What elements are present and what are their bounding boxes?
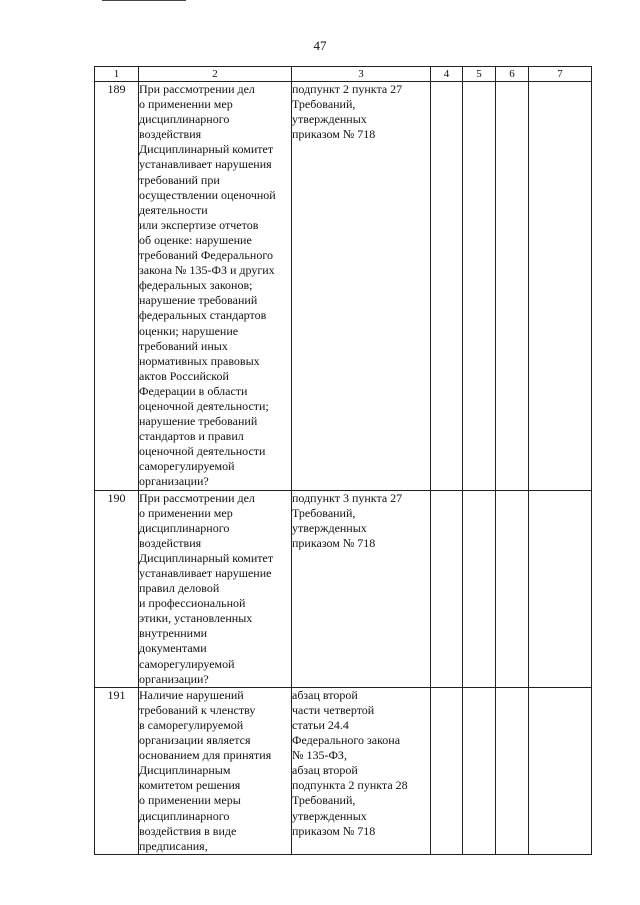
note-cell-7 — [529, 82, 592, 491]
answer-cell-4 — [431, 82, 463, 491]
page-number: 47 — [313, 38, 327, 53]
table-row — [95, 490, 592, 687]
requirement-question: Наличие нарушений требований к членству в саморегулируемой организации является основанием для принятия Дисциплинарным комитетом решения о применении меры дисциплинарного воздействия в виде предписания, — [139, 687, 292, 854]
legal-reference: подпункт 3 пункта 27 Требований, утвержденных приказом № 718 — [292, 490, 431, 687]
column-header: 2 — [139, 67, 292, 82]
table-row — [95, 82, 592, 491]
requirement-question: При рассмотрении дел о применении мер дисциплинарного воздействия Дисциплинарный комитет устанавливает нарушения требований при осуществлении оценочной деятельности или экспертизе отчетов об оценке: нарушение требований Федерального закона № 135-ФЗ и других федеральных законов; нарушение требований федеральных стандартов оценки; нарушение требований иных нормативных правовых актов Российской Федерации в области оценочной деятельности; нарушение требований стандартов и правил оценочной деятельности саморегулируемой организации? — [139, 82, 292, 491]
column-header: 4 — [431, 67, 463, 82]
note-cell-7 — [529, 687, 592, 854]
column-header: 7 — [529, 67, 592, 82]
answer-cell-5 — [463, 82, 496, 491]
note-cell-7 — [529, 490, 592, 687]
column-header: 6 — [496, 67, 529, 82]
column-header: 1 — [95, 67, 139, 82]
answer-cell-6 — [496, 687, 529, 854]
row-number: 189 — [95, 82, 139, 491]
row-number: 191 — [95, 687, 139, 854]
answer-cell-4 — [431, 490, 463, 687]
table-header-row — [95, 67, 592, 82]
answer-cell-6 — [496, 490, 529, 687]
top-rule — [102, 0, 186, 1]
answer-cell-6 — [496, 82, 529, 491]
answer-cell-5 — [463, 490, 496, 687]
legal-reference: подпункт 2 пункта 27 Требований, утвержденных приказом № 718 — [292, 82, 431, 491]
column-header: 5 — [463, 67, 496, 82]
answer-cell-5 — [463, 687, 496, 854]
requirement-question: При рассмотрении дел о применении мер дисциплинарного воздействия Дисциплинарный комитет устанавливает нарушение правил деловой и профессиональной этики, установленных внутренними документами саморегулируемой организации? — [139, 490, 292, 687]
legal-reference: абзац второй части четвертой статьи 24.4 Федерального закона № 135-ФЗ, абзац второй подпункта 2 пункта 28 Требований, утвержденных приказом № 718 — [292, 687, 431, 854]
requirements-table — [94, 66, 592, 855]
table-row — [95, 687, 592, 854]
row-number: 190 — [95, 490, 139, 687]
answer-cell-4 — [431, 687, 463, 854]
column-header: 3 — [292, 67, 431, 82]
